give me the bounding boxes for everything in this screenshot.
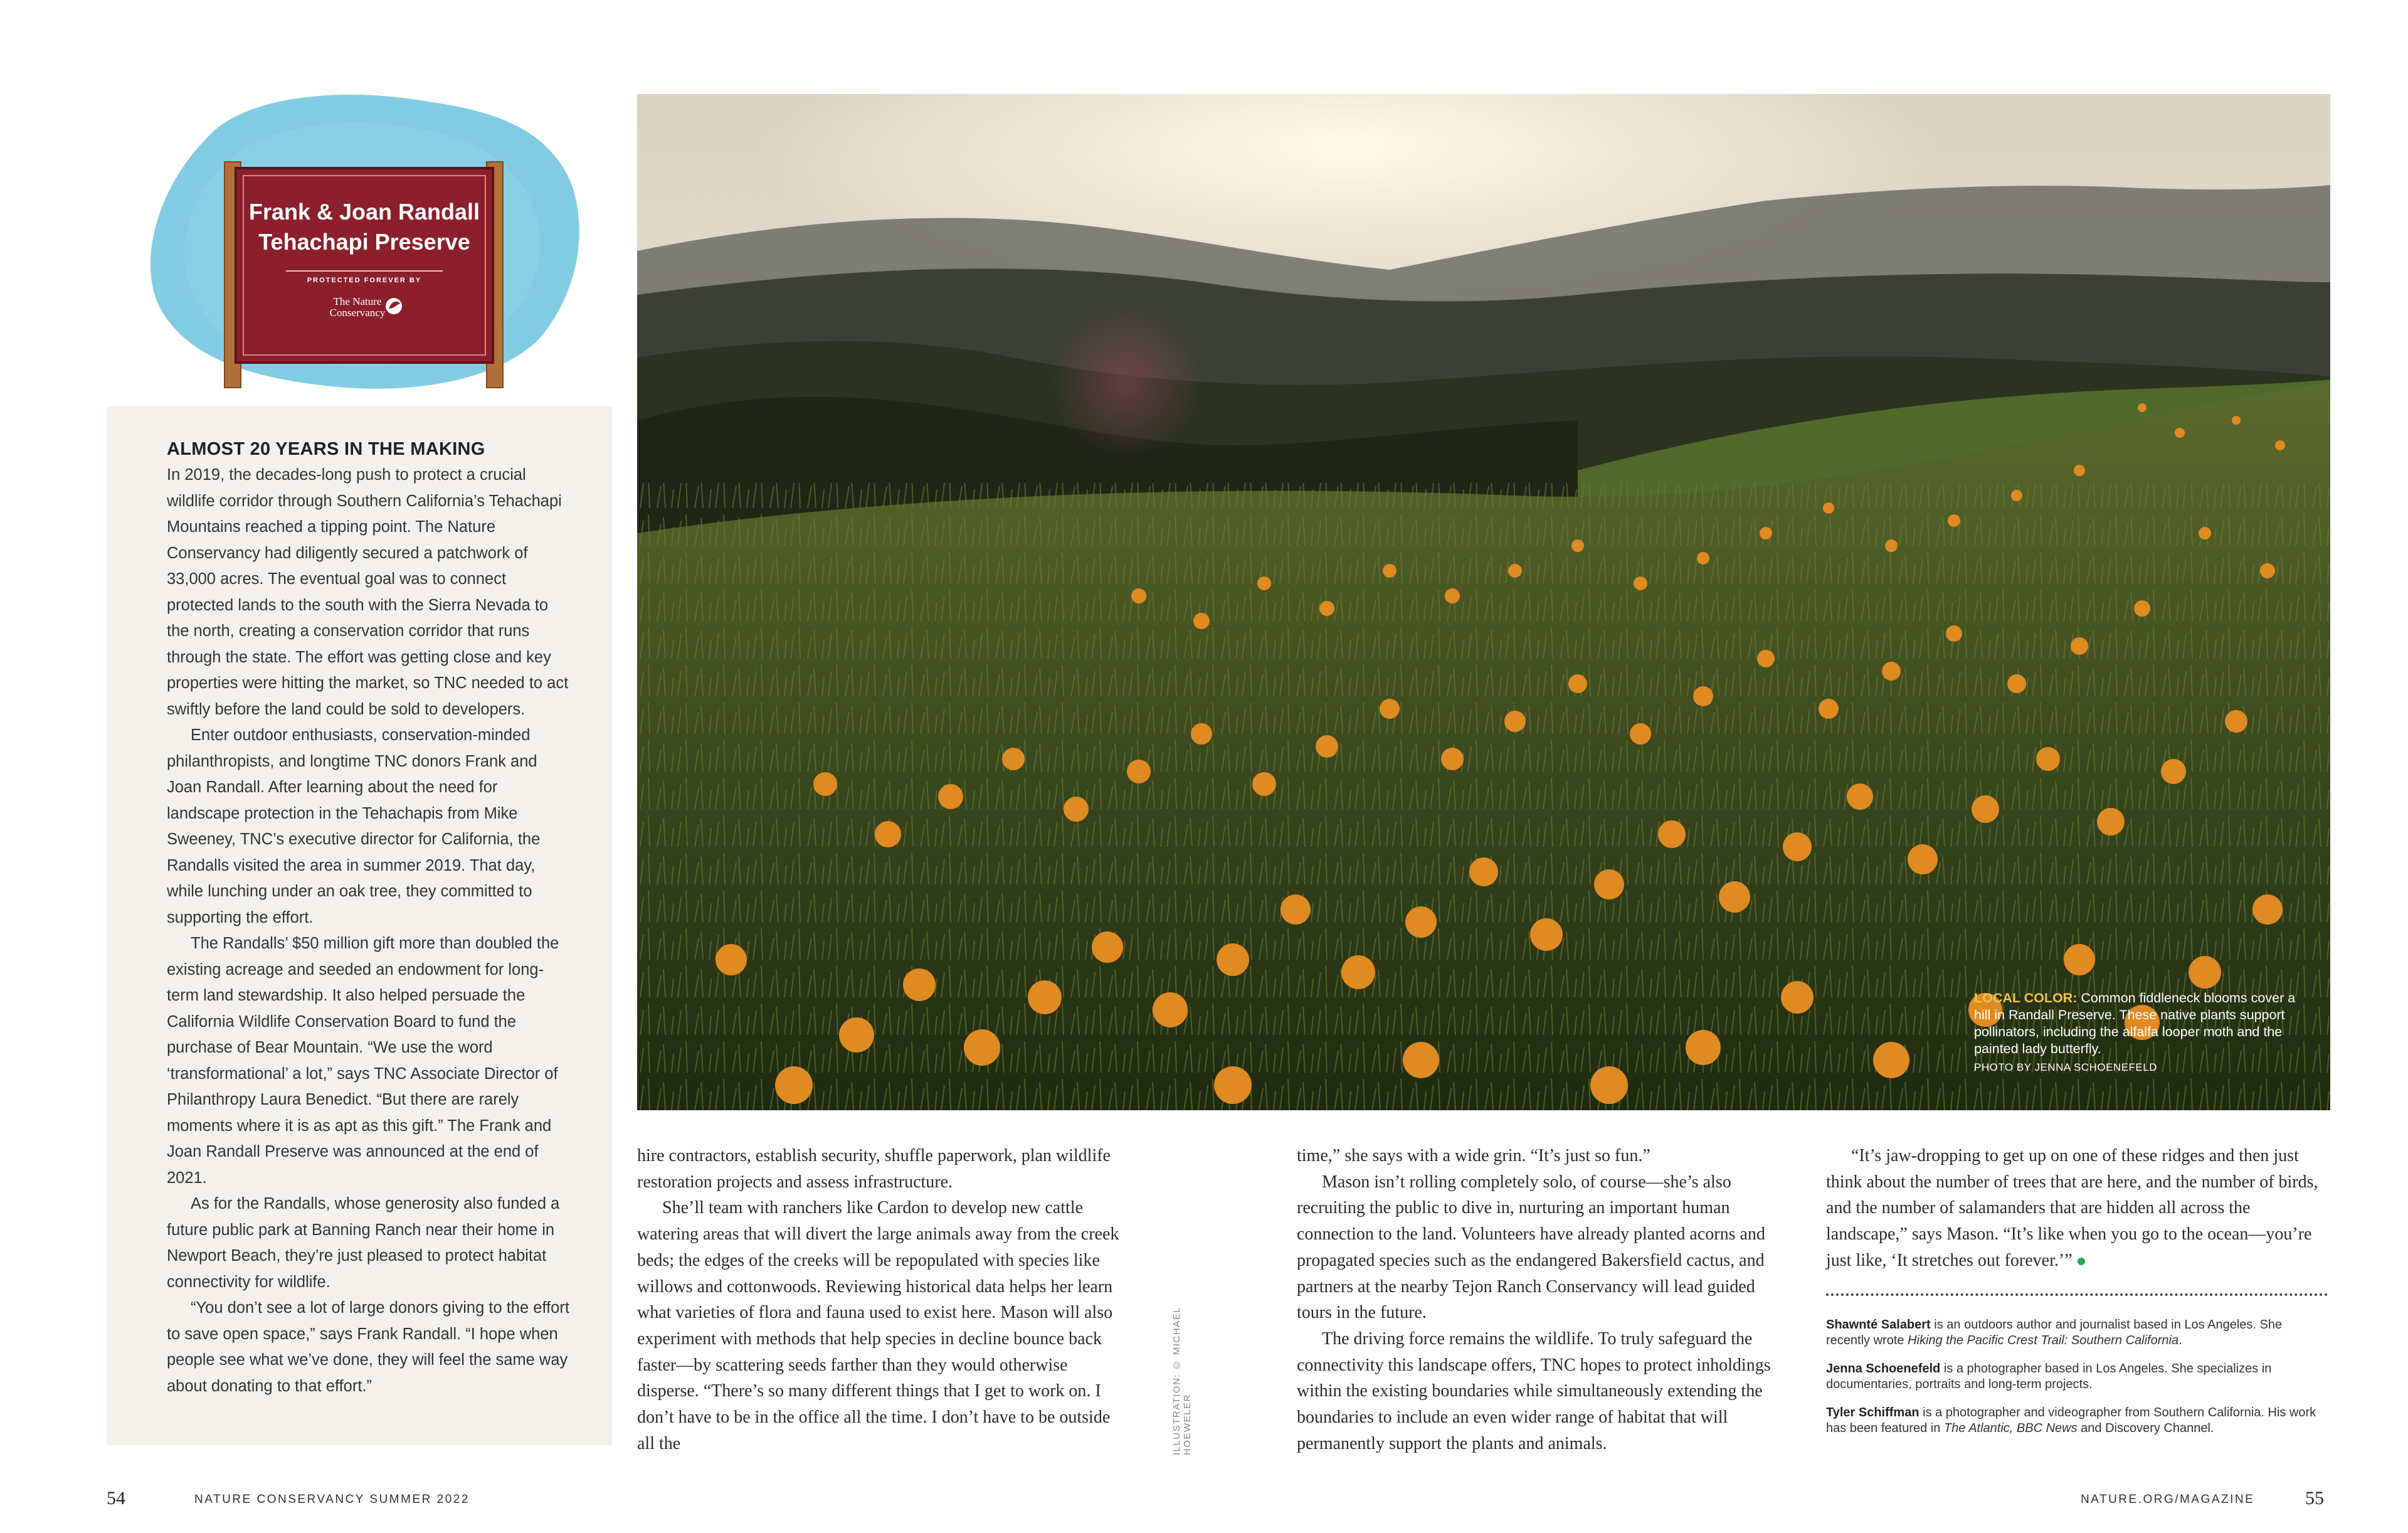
page-number-left: 54 [107,1488,125,1509]
sidebar-paragraph: Enter outdoor enthusiasts, conservation-minded philanthropists, and longtime TNC donors Frank and Joan Randall. After learning about the need for landscape protection in the Tehachapis from Mike Sweeney, TNC’s executive director for California, the Randalls visited the area in summer 2019. That day, while lunching under an oak tree, they committed to supporting the effort. [167,726,541,926]
dotted-rule [1826,1293,2328,1296]
bio-name: Shawnté Salabert [1826,1318,1931,1332]
bio-italic: The Atlantic, BBC News [1943,1421,2078,1435]
sidebar-paragraph: “You don’t see a lot of large donors giving to the effort to save open space,” says Frank Randall. “I hope when people see what we’ve done, they will feel the same way about donating to that effort.” [167,1299,569,1395]
caption-text: Common fiddleneck blooms cover a hill in Randall Preserve. These native plants support pollinators, including the alfalfa looper moth and the painted lady butterfly. [1974,990,2296,1056]
sign-logo-line-2: Conservancy [329,307,386,319]
photo-caption [1974,990,2313,1076]
sidebar-heading: ALMOST 20 YEARS IN THE MAKING [167,439,485,459]
sign-line-2: Tehachapi Preserve [258,229,470,255]
body-paragraph: hire contractors, establish security, shuffle paperwork, plan wildlife restoration projects and assess infrastructure. [637,1146,1111,1192]
sidebar-paragraph: In 2019, the decades-long push to protect a crucial wildlife corridor through Southern California’s Tehachapi Mountains reached a tipping point. The Nature Conservancy had diligently secured a patchwork of 33,000 acres. The eventual goal was to connect protected lands to the south with the Sierra Nevada to the north, creating a conservation corridor that runs through the state. The effort was getting close and key properties were hitting the market, so TNC needed to act swiftly before the land could be sold to developers. [167,466,569,718]
caption-lead: LOCAL COLOR: [1974,990,2078,1005]
running-footer-right: NATURE.ORG/MAGAZINE [2081,1493,2255,1506]
bio-item [1826,1317,2328,1349]
sidebar-box [107,406,612,1445]
bio-text: is a photographer based in Los Angeles. She specializes in documentaries, portraits and long-term projects. [1826,1362,2272,1391]
sidebar-paragraph: The Randalls’ $50 million gift more than doubled the existing acreage and seeded an endowment for long-term land stewardship. It also helped persuade the California Wildlife Conservation Board to fund the purchase of Bear Mountain. “We use the word ‘transformational’ a lot,” says TNC Associate Director of Philanthropy Laura Benedict. “But there are rarely moments where it is as apt as this gift.” The Frank and Joan Randall Preserve was announced at the end of 2021. [167,935,559,1187]
body-column-2 [1297,1143,1786,1456]
contributor-bios [1826,1317,2328,1449]
running-footer-left: NATURE CONSERVANCY SUMMER 2022 [194,1493,470,1506]
body-column-3 [1826,1143,2328,1274]
sign-logo-line-1: The Nature [333,295,382,307]
sign-protected: PROTECTED FOREVER BY [307,277,422,284]
photo-credit: PHOTO BY JENNA SCHOENEFELD [1974,1061,2157,1073]
body-paragraph: time,” she says with a wide grin. “It’s just so fun.” [1297,1146,1650,1165]
sign-line-1: Frank & Joan Randall [248,199,480,225]
body-column-1 [637,1143,1126,1456]
bio-item [1826,1361,2328,1392]
bio-name: Tyler Schiffman [1826,1406,1920,1419]
illustration-credit: ILLUSTRATION: © MICHAEL HOEWELER [1171,1307,1193,1455]
hero-photo [637,94,2330,1110]
end-mark-icon [2078,1258,2085,1265]
body-paragraph: The driving force remains the wildlife. To truly safeguard the connectivity this landscape offers, TNC hopes to protect inholdings within the existing boundaries while simultaneously extending the boundaries to include an even wider range of habitat that will permanently support the plants and animals. [1297,1329,1771,1453]
body-paragraph: Mason isn’t rolling completely solo, of course—she’s also recruiting the public to dive in, nurturing an important human connection to the land. Volunteers have already planted acorns and propagated species such as the endangered Bakersfield cactus, and partners at the nearby Tejon Ranch Conservancy will lead guided tours in the future. [1297,1172,1765,1323]
bio-tail: and Discovery Channel. [2077,1421,2214,1435]
bio-item [1826,1405,2328,1436]
body-paragraph: She’ll team with ranchers like Cardon to develop new cattle watering areas that will divert the large animals away from the creek beds; the edges of the creeks will be repopulated with species like willows and cottonwoods. Reviewing historical data helps her learn what varieties of flora and fauna used to exist here. Mason will also experiment with methods that help species in decline bounce back faster—by scattering seeds farther than they would otherwise disperse. “There’s so many different things that I get to work on. I don’t have to be in the office all the time. I don’t have to be outside all the [637,1198,1119,1453]
sign-illustration [138,88,589,401]
body-paragraph [1826,1143,2328,1274]
sidebar-paragraph: As for the Randalls, whose generosity also funded a future public park at Banning Ranch near their home in Newport Beach, they’re just pleased to protect habitat connectivity for wildlife. [167,1195,560,1291]
bio-italic: Hiking the Pacific Crest Trail: Southern California [1908,1334,2179,1347]
bio-tail: . [2178,1334,2182,1347]
bio-name: Jenna Schoenefeld [1826,1362,1941,1376]
closing-quote: “It’s jaw-dropping to get up on one of these ridges and then just think about the number of trees that are here, and the number of birds, and the number of salamanders that are hidden all across the landscape,” says Mason. “It’s like when you go to the ocean—you’re just like, ‘It stretches out forever.’” [1826,1146,2318,1270]
bio-text: is a photographer and videographer from Southern California. His work has been featured in [1826,1406,2316,1435]
page-number-right: 55 [2305,1488,2324,1509]
oak-leaf-icon [386,298,402,314]
bio-text: is an outdoors author and journalist based in Los Angeles. She recently wrote [1826,1318,2283,1347]
